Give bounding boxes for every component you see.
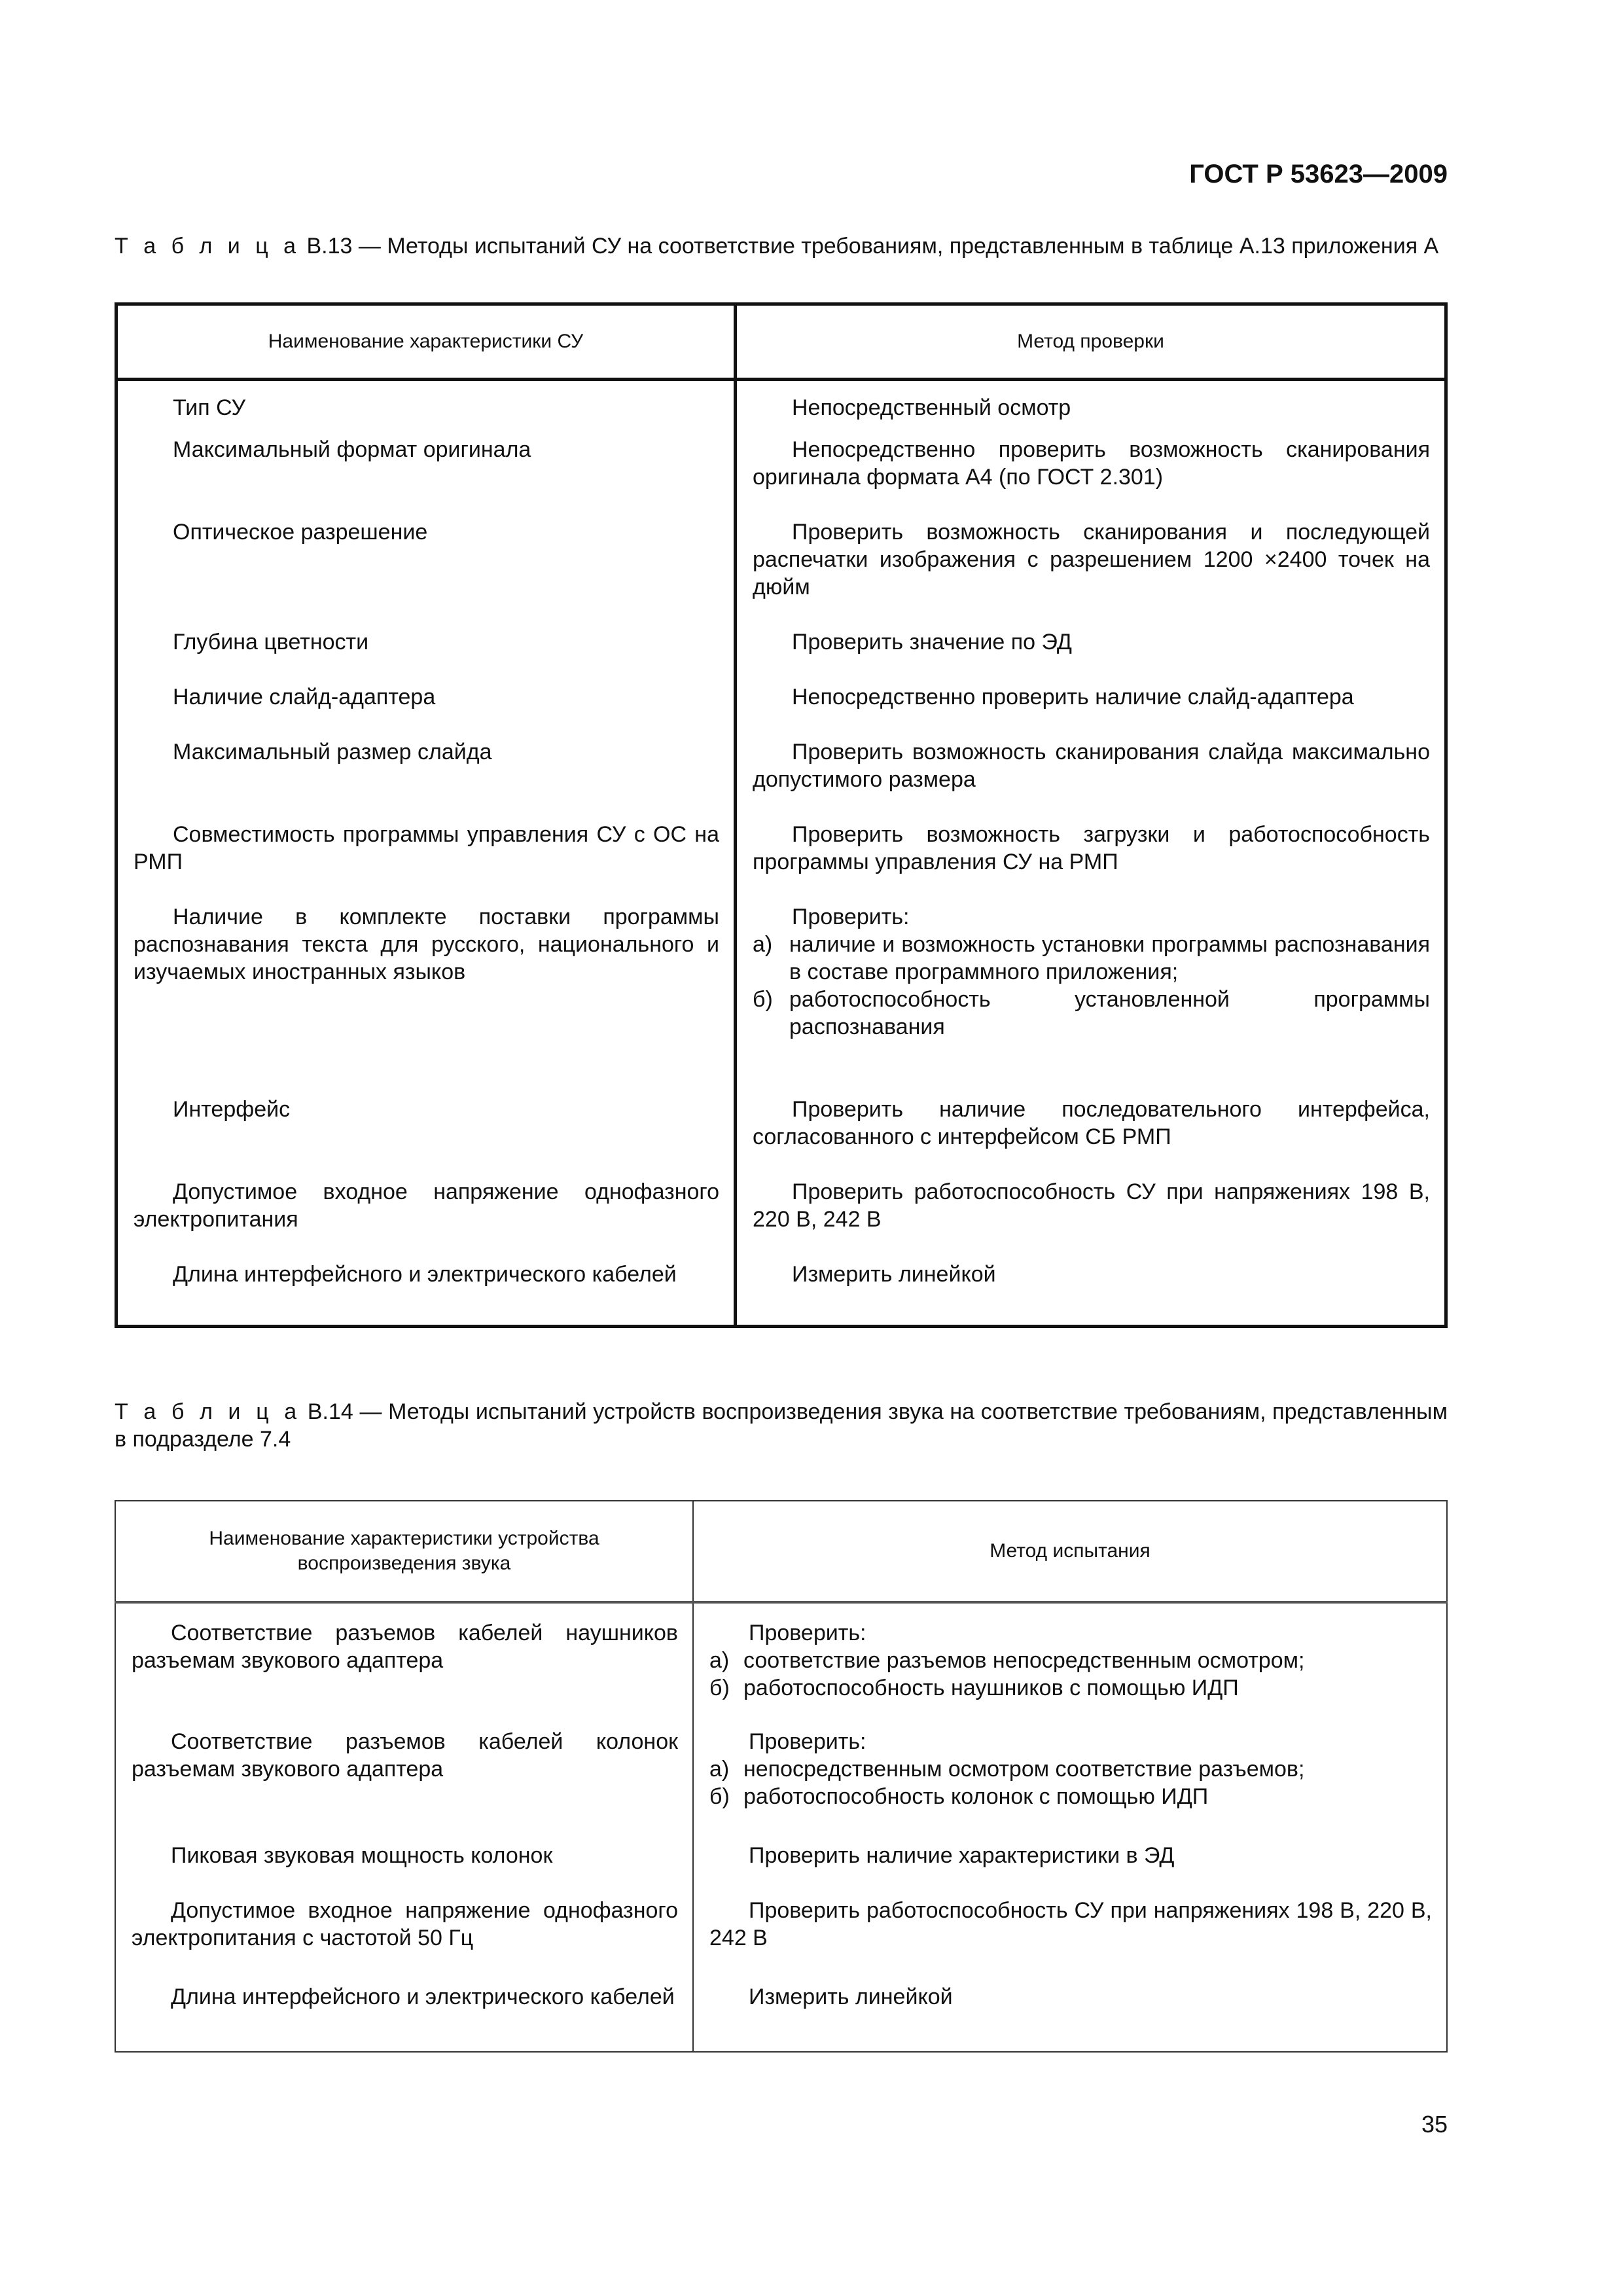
characteristic-name: Глубина цветности: [173, 630, 369, 655]
table-header-row: [116, 304, 1446, 380]
table-row: [116, 1178, 1446, 1261]
table-row: [116, 738, 1446, 821]
list-item-text: наличие и возможность установки программы распознавания в составе программного приложения;: [789, 932, 1430, 984]
table-row: [116, 436, 1446, 518]
test-method: Проверить работоспособность СУ при напряжениях 198 В, 220 В, 242 В: [709, 1898, 1432, 1950]
page-number: 35: [1421, 2111, 1448, 2138]
characteristic-name: Интерфейс: [173, 1097, 291, 1122]
table-row: [115, 1983, 1447, 2052]
characteristic-name: Наличие в комплекте поставки программы распознавания текста для русского, национального и изучаемых иностранных языков: [134, 905, 719, 984]
list-marker: а): [709, 1757, 730, 1782]
list-item: [709, 1674, 1432, 1702]
characteristic-name: Максимальный формат оригинала: [173, 437, 531, 462]
list-marker: а): [753, 932, 773, 957]
test-method: Проверить возможность сканирования и последующей распечатки изображения с разрешением 1200 ×2400 точек на дюйм: [753, 520, 1430, 600]
characteristic-name: Наличие слайд-адаптера: [173, 685, 436, 709]
characteristic-name: Допустимое входное напряжение однофазного электропитания с частотой 50 Гц: [132, 1898, 678, 1950]
test-method-list: [709, 1755, 1432, 1810]
column-header: Наименование характеристики СУ: [116, 304, 736, 380]
table-row: [116, 1261, 1446, 1327]
characteristic-name: Длина интерфейсного и электрического кабелей: [171, 1984, 675, 2009]
table-row: [116, 821, 1446, 903]
characteristic-name: Соответствие разъемов кабелей колонок разъемам звукового адаптера: [132, 1729, 678, 1782]
table-row: [116, 683, 1446, 738]
test-method-intro: Проверить:: [792, 905, 910, 929]
table-caption-text: В.14 — Методы испытаний устройств воспроизведения звука на соответствие требованиям, представленным в подразделе 7.4: [115, 1399, 1448, 1452]
test-method: Непосредственно проверить наличие слайд-адаптера: [792, 685, 1354, 709]
list-item-text: работоспособность колонок с помощью ИДП: [743, 1784, 1209, 1809]
table-row: [116, 903, 1446, 1096]
test-method: Непосредственный осмотр: [792, 395, 1071, 420]
characteristic-name: Соответствие разъемов кабелей наушников разъемам звукового адаптера: [132, 1621, 678, 1673]
table-row: [115, 1897, 1447, 1983]
table-row: [115, 1728, 1447, 1842]
table-row: [116, 628, 1446, 683]
list-marker: б): [709, 1784, 730, 1809]
test-method: Измерить линейкой: [792, 1262, 996, 1287]
document-code: ГОСТ Р 53623—2009: [1189, 160, 1448, 188]
table-2: [115, 1500, 1448, 2053]
table-row: [116, 518, 1446, 628]
test-method: Непосредственно проверить возможность сканирования оригинала формата А4 (по ГОСТ 2.301): [753, 437, 1430, 490]
list-item-text: работоспособность наушников с помощью ИДП: [743, 1676, 1239, 1700]
list-item-text: непосредственным осмотром соответствие разъемов;: [743, 1757, 1305, 1782]
list-item: [709, 1783, 1432, 1810]
test-method-intro: Проверить:: [749, 1621, 866, 1645]
test-method: Проверить возможность сканирования слайда максимально допустимого размера: [753, 740, 1430, 792]
list-item: [753, 986, 1430, 1041]
test-method: Проверить значение по ЭД: [792, 630, 1072, 655]
table-header-row: [115, 1501, 1447, 1602]
list-marker: б): [709, 1676, 730, 1700]
column-header: Метод испытания: [693, 1501, 1447, 1602]
test-method: Проверить работоспособность СУ при напряжениях 198 В, 220 В, 242 В: [753, 1179, 1430, 1232]
table-caption-text: В.13 — Методы испытаний СУ на соответствие требованиям, представленным в таблице А.13 приложения А: [306, 234, 1439, 259]
list-item: [709, 1755, 1432, 1783]
test-method: Измерить линейкой: [749, 1984, 953, 2009]
table-1-caption: [115, 232, 1448, 260]
characteristic-name: Совместимость программы управления СУ с ОС на РМП: [134, 822, 719, 874]
test-method-intro: Проверить:: [749, 1729, 866, 1754]
table-row: [116, 380, 1446, 437]
characteristic-name: Пиковая звуковая мощность колонок: [171, 1843, 553, 1868]
characteristic-name: Максимальный размер слайда: [173, 740, 492, 764]
table-label: Т а б л и ц а: [115, 234, 301, 259]
list-marker: б): [753, 987, 773, 1012]
characteristic-name: Тип СУ: [173, 395, 246, 420]
table-label: Т а б л и ц а: [115, 1399, 302, 1424]
test-method: Проверить наличие характеристики в ЭД: [749, 1843, 1175, 1868]
table-row: [115, 1602, 1447, 1728]
table-row: [116, 1096, 1446, 1178]
characteristic-name: Оптическое разрешение: [173, 520, 428, 545]
characteristic-name: Длина интерфейсного и электрического кабелей: [173, 1262, 677, 1287]
test-method: Проверить наличие последовательного интерфейса, согласованного с интерфейсом СБ РМП: [753, 1097, 1430, 1149]
characteristic-name: Допустимое входное напряжение однофазного электропитания: [134, 1179, 719, 1232]
list-item-text: работоспособность установленной программы распознавания: [789, 987, 1430, 1039]
test-method-list: [709, 1647, 1432, 1702]
table-2-caption: [115, 1398, 1448, 1453]
column-header: Метод проверки: [736, 304, 1446, 380]
table-row: [115, 1842, 1447, 1897]
test-method-list: [753, 931, 1430, 1041]
list-marker: а): [709, 1648, 730, 1673]
table-1: [115, 302, 1448, 1328]
test-method: Проверить возможность загрузки и работоспособность программы управления СУ на РМП: [753, 822, 1430, 874]
list-item: [753, 931, 1430, 986]
list-item-text: соответствие разъемов непосредственным осмотром;: [743, 1648, 1305, 1673]
list-item: [709, 1647, 1432, 1674]
column-header: Наименование характеристики устройства воспроизведения звука: [115, 1501, 693, 1602]
